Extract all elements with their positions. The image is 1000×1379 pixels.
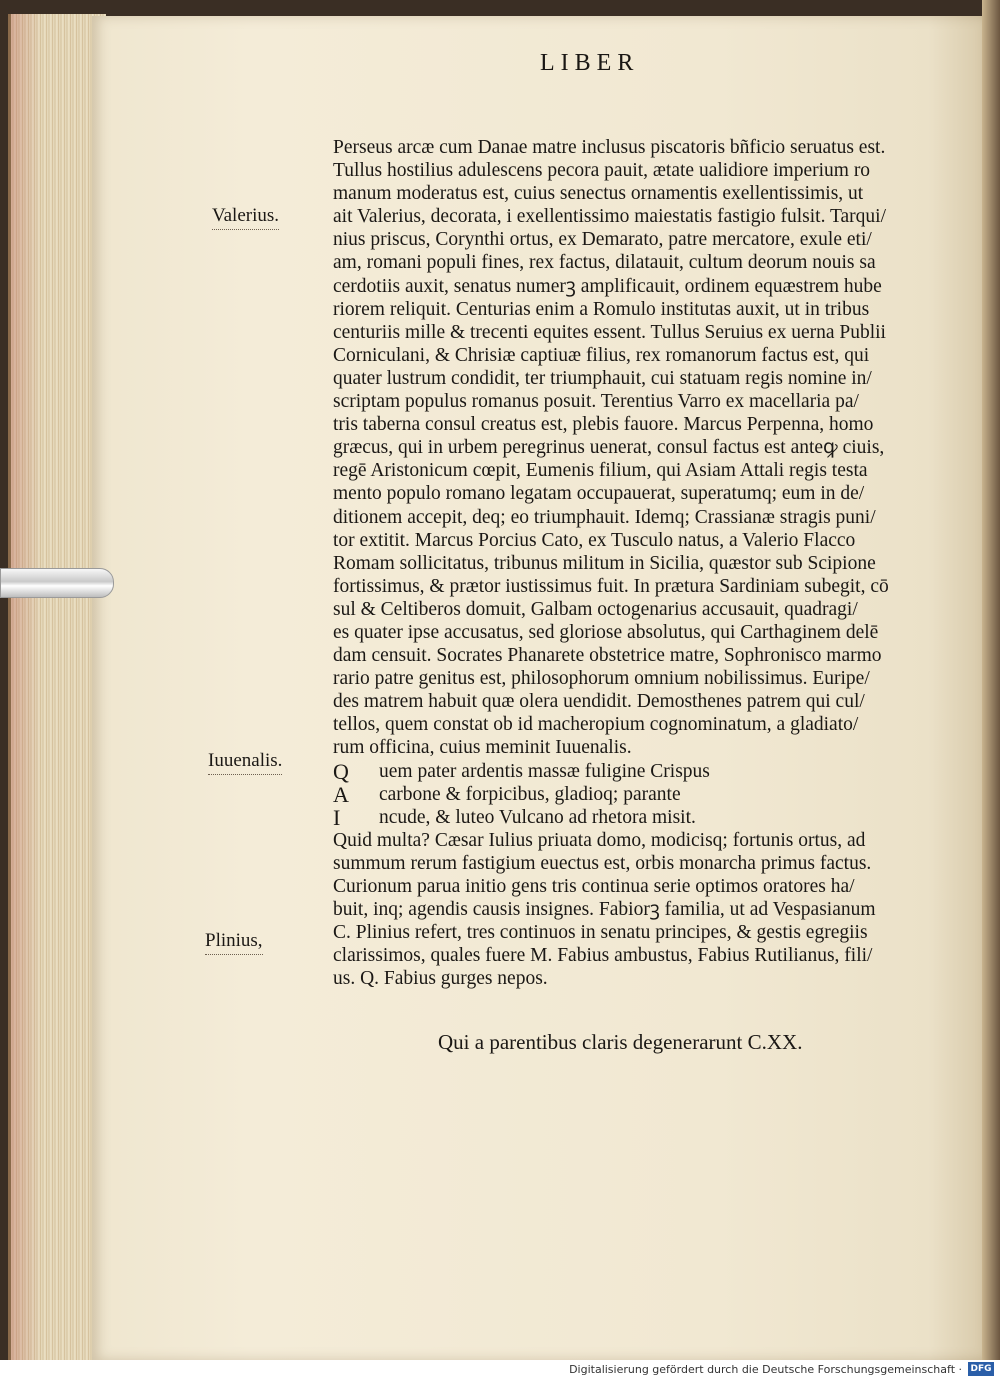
- text-line: scriptam populus romanus posuit. Terentius Varro ex macellaria pa/: [333, 391, 859, 413]
- text-line: nius priscus, Corynthi ortus, ex Demarato, patre mercatore, exule eti/: [333, 229, 872, 251]
- text-line: regē Aristonicum cœpit, Eumenis filium, qui Asiam Attali regis testa: [333, 460, 868, 482]
- text-line: rario patre genitus est, philosophorum omnium nobilissimus. Euripe/: [333, 668, 870, 690]
- chapter-caption: Qui a parentibus claris degenerarunt C.XX.: [438, 1030, 803, 1054]
- text-line: Curionum parua initio gens tris continua serie optimos oratores ha/: [333, 876, 855, 897]
- text-line: ait Valerius, decorata, i exellentissimo maiestatis fastigio fulsit. Tarqui/: [333, 206, 886, 228]
- dfg-logo-icon: DFG: [968, 1362, 994, 1376]
- text-line: ditionem accepit, deq; eo triumphauit. Idemq; Crassianæ stragis puni/: [333, 506, 876, 528]
- text-line: Quid multa? Cæsar Iulius priuata domo, modicisq; fortunis ortus, ad: [333, 829, 866, 851]
- verse-text: ncude, & luteo Vulcano ad rhetora misit.: [379, 806, 696, 828]
- verse-text: uem pater ardentis massæ fuligine Crispus: [379, 760, 710, 782]
- margin-note-plinius: Plinius,: [205, 930, 263, 955]
- text-line: quater lustrum condidit, ter triumphauit, cui statuam regis nomine in/: [333, 367, 872, 389]
- text-line: buit, inq; agendis causis insignes. Fabiorꝫ familia, ut ad Vespasianum: [333, 899, 876, 921]
- text-line: C. Plinius refert, tres continuos in senatu principes, & gestis egregiis: [333, 922, 868, 944]
- text-line: tellos, quem constat ob id macheropium cognominatum, a gladiato/: [333, 714, 859, 736]
- text-line: summum rerum fastigium euectus est, orbis monarcha primus factus.: [333, 852, 872, 874]
- text-line: manum moderatus est, cuius senectus ornamentis exellentissimis, ut: [333, 183, 864, 205]
- verse-initial: Q: [333, 758, 349, 784]
- text-line: clarissimos, quales fuere M. Fabius ambustus, Fabius Rutilianus, fili/: [333, 945, 873, 967]
- verse-initial: I: [333, 804, 341, 830]
- margin-note-valerius: Valerius.: [212, 205, 279, 230]
- text-line: Tullus hostilius adulescens pecora pauit, ætate ualidiore imperium ro: [333, 160, 871, 182]
- text-line: græcus, qui in urbem peregrinus uenerat, consul factus est anteꝙ ciuis,: [333, 437, 885, 459]
- text-line: rum officina, cuius meminit Iuuenalis.: [333, 737, 632, 759]
- verse-line: [333, 806, 903, 829]
- verse-line: [333, 783, 903, 806]
- text-line: tris taberna consul creatus est, plebis fauore. Marcus Perpenna, homo: [333, 414, 874, 436]
- text-line: des matrem habuit quæ olera uendidit. Demosthenes patrem qui cul/: [333, 691, 865, 713]
- main-text: [333, 136, 903, 990]
- text-line: riorem reliquit. Centurias enim a Romulo institutas auxit, ut in tribus: [333, 298, 870, 320]
- footer-credit: Digitalisierung gefördert durch die Deutsche Forschungsgemeinschaft ·: [569, 1363, 962, 1376]
- text-line: tor extitit. Marcus Porcius Cato, ex Tusculo natus, a Valerio Flacco: [333, 529, 856, 551]
- verse-initial: A: [333, 781, 349, 807]
- text-line: centuriis mille & trecenti equites essent. Tullus Seruius ex uerna Publii: [333, 321, 886, 343]
- text-line: mento populo romano legatam occupauerat, superatumq; eum in de/: [333, 483, 865, 505]
- text-line: sul & Celtiberos domuit, Galbam octogenarius accusauit, quadragi/: [333, 598, 858, 620]
- text-line: fortissimus, & prætor iustissimus fuit. In prætura Sardiniam subegit, cō: [333, 575, 889, 597]
- margin-note-iuuenalis: Iuuenalis.: [208, 750, 282, 775]
- text-line: us. Q. Fabius gurges nepos.: [333, 968, 548, 990]
- text-line: es quater ipse accusatus, sed gloriose absolutus, qui Carthaginem delē: [333, 621, 879, 643]
- text-line: dam censuit. Socrates Phanarete obstetrice matre, Sophronisco marmo: [333, 645, 882, 667]
- text-line: Romam sollicitatus, tribunus militum in Sicilia, quæstor sub Scipione: [333, 552, 876, 574]
- glass-clip: [0, 568, 114, 598]
- running-head: LIBER: [540, 50, 640, 76]
- verse-line: [333, 760, 903, 783]
- text-line: Corniculani, & Chrisiæ captiuæ filius, rex romanorum factus est, qui: [333, 344, 870, 366]
- book-right-edge: [982, 0, 1000, 1360]
- text-line: am, romani populi fines, rex factus, dilatauit, cultum deorum nouis sa: [333, 252, 876, 274]
- text-line: Perseus arcæ cum Danae matre inclusus piscatoris bñficio seruatus est.: [333, 137, 886, 158]
- verse-text: carbone & forpicibus, gladioq; parante: [379, 783, 681, 805]
- text-line: cerdotiis auxit, senatus numerꝫ amplificauit, ordinem equæstrem hube: [333, 275, 882, 297]
